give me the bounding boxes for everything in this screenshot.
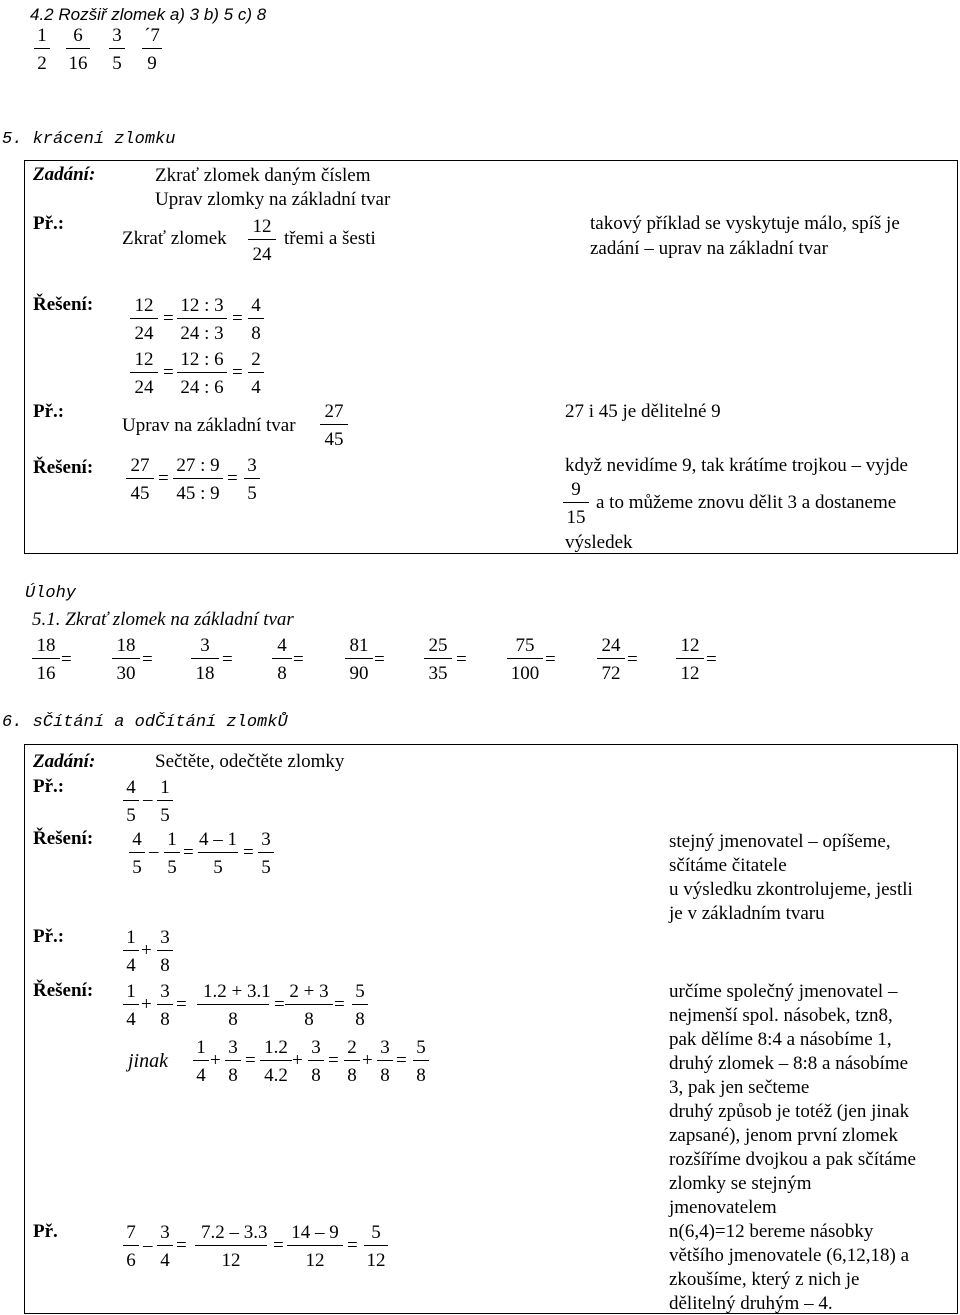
- equals-sign: =: [158, 468, 169, 489]
- note-6-18: dělitelný druhým – 4.: [669, 1293, 833, 1314]
- reseni-6-1-label: Řešení:: [33, 828, 94, 849]
- jinak-label: jinak: [128, 1050, 168, 1072]
- plus-sign: +: [210, 1050, 221, 1071]
- exercise-4-2-heading: 4.2 Rozšiř zlomek a) 3 b) 5 c) 8: [30, 5, 267, 24]
- equals-sign: =: [232, 308, 243, 329]
- plus-sign: +: [292, 1050, 303, 1071]
- equals-sign: =: [245, 1050, 256, 1071]
- zadani-text-2: Uprav zlomky na základní tvar: [155, 189, 391, 210]
- zadani-text-1: Zkrať zlomek daným číslem: [155, 165, 371, 186]
- equals-sign: =: [374, 649, 385, 670]
- priklad-2-text: Uprav na základní tvar: [122, 415, 296, 436]
- equals-sign: =: [183, 842, 194, 863]
- equals-sign: =: [273, 1235, 284, 1256]
- section-5-title: 5. krácení zlomku: [2, 130, 176, 149]
- reseni-label: Řešení:: [33, 294, 94, 315]
- note-6-5: určíme společný jmenovatel –: [669, 981, 898, 1002]
- note-5: a to můžeme znovu dělit 3 a dostaneme: [596, 492, 897, 513]
- equals-sign: =: [706, 649, 717, 670]
- equals-sign: =: [142, 649, 153, 670]
- equals-sign: =: [243, 842, 254, 863]
- note-6-1: stejný jmenovatel – opíšeme,: [669, 831, 891, 852]
- note-6-14: jmenovatelem: [669, 1197, 777, 1218]
- equals-sign: =: [396, 1050, 407, 1071]
- equals-sign: =: [347, 1235, 358, 1256]
- equals-sign: =: [456, 649, 467, 670]
- ulohy-title: Úlohy: [25, 584, 77, 603]
- note-6: výsledek: [565, 532, 633, 553]
- priklad-6-2-label: Př.:: [33, 926, 65, 947]
- equals-sign: =: [293, 649, 304, 670]
- priklad-6-1-label: Př.:: [33, 776, 65, 797]
- section-6-title: 6. sČítání a odČítání zlomkŮ: [2, 713, 288, 732]
- equals-sign: =: [627, 649, 638, 670]
- equals-sign: =: [176, 994, 187, 1015]
- zadani-text-6: Sečtěte, odečtěte zlomky: [155, 751, 345, 772]
- note-2: zadání – uprav na základní tvar: [590, 238, 828, 259]
- note-6-10: druhý způsob je totéž (jen jinak: [669, 1101, 910, 1122]
- note-6-8: druhý zlomek – 8:8 a násobíme: [669, 1053, 909, 1074]
- minus-sign: –: [143, 1235, 153, 1256]
- plus-sign: +: [141, 940, 152, 961]
- equals-sign: =: [163, 308, 174, 329]
- note-6-12: rozšíříme dvojkou a pak sčítáme: [669, 1149, 916, 1170]
- note-6-13: zlomky se stejným: [669, 1173, 812, 1194]
- note-6-7: pak dělíme 8:4 a násobíme 1,: [669, 1029, 892, 1050]
- note-3: 27 i 45 je dělitelné 9: [565, 401, 721, 422]
- equals-sign: =: [222, 649, 233, 670]
- plus-sign: +: [141, 994, 152, 1015]
- zadani-label: Zadání:: [33, 164, 96, 185]
- note-6-4: je v základním tvaru: [669, 903, 825, 924]
- priklad-text: Zkrať zlomek: [122, 228, 227, 249]
- note-4: když nevidíme 9, tak krátíme trojkou – vyjde: [565, 455, 908, 476]
- equals-sign: =: [227, 468, 238, 489]
- note-1: takový příklad se vyskytuje málo, spíš je: [590, 213, 900, 234]
- minus-sign: –: [143, 789, 153, 810]
- priklad-6-3-label: Př.: [33, 1221, 58, 1242]
- equals-sign: =: [163, 362, 174, 383]
- reseni-6-2-label: Řešení:: [33, 980, 94, 1001]
- priklad-label: Př.:: [33, 213, 65, 234]
- note-6-9: 3, pak jen sečteme: [669, 1077, 810, 1098]
- note-6-17: zkoušíme, který z nich je: [669, 1269, 860, 1290]
- equals-sign: =: [176, 1235, 187, 1256]
- equals-sign: =: [334, 994, 345, 1015]
- note-6-2: sčítáme čitatele: [669, 855, 787, 876]
- minus-sign: –: [149, 841, 159, 862]
- equals-sign: =: [274, 994, 285, 1015]
- zadani-label-6: Zadání:: [33, 751, 96, 772]
- equals-sign: =: [328, 1050, 339, 1071]
- note-6-3: u výsledku zkontrolujeme, jestli: [669, 879, 913, 900]
- ulohy-task: 5.1. Zkrať zlomek na základní tvar: [32, 609, 294, 630]
- plus-sign: +: [362, 1050, 373, 1071]
- note-6-15: n(6,4)=12 bereme násobky: [669, 1221, 874, 1242]
- priklad-tail: třemi a šesti: [284, 228, 376, 249]
- equals-sign: =: [545, 649, 556, 670]
- equals-sign: =: [61, 649, 72, 670]
- note-6-6: nejmenší spol. násobek, tzn8,: [669, 1005, 893, 1026]
- priklad-2-label: Př.:: [33, 401, 65, 422]
- reseni-2-label: Řešení:: [33, 457, 94, 478]
- note-6-11: zapsané), jenom první zlomek: [669, 1125, 898, 1146]
- equals-sign: =: [232, 362, 243, 383]
- note-6-16: většího jmenovatele (6,12,18) a: [669, 1245, 910, 1266]
